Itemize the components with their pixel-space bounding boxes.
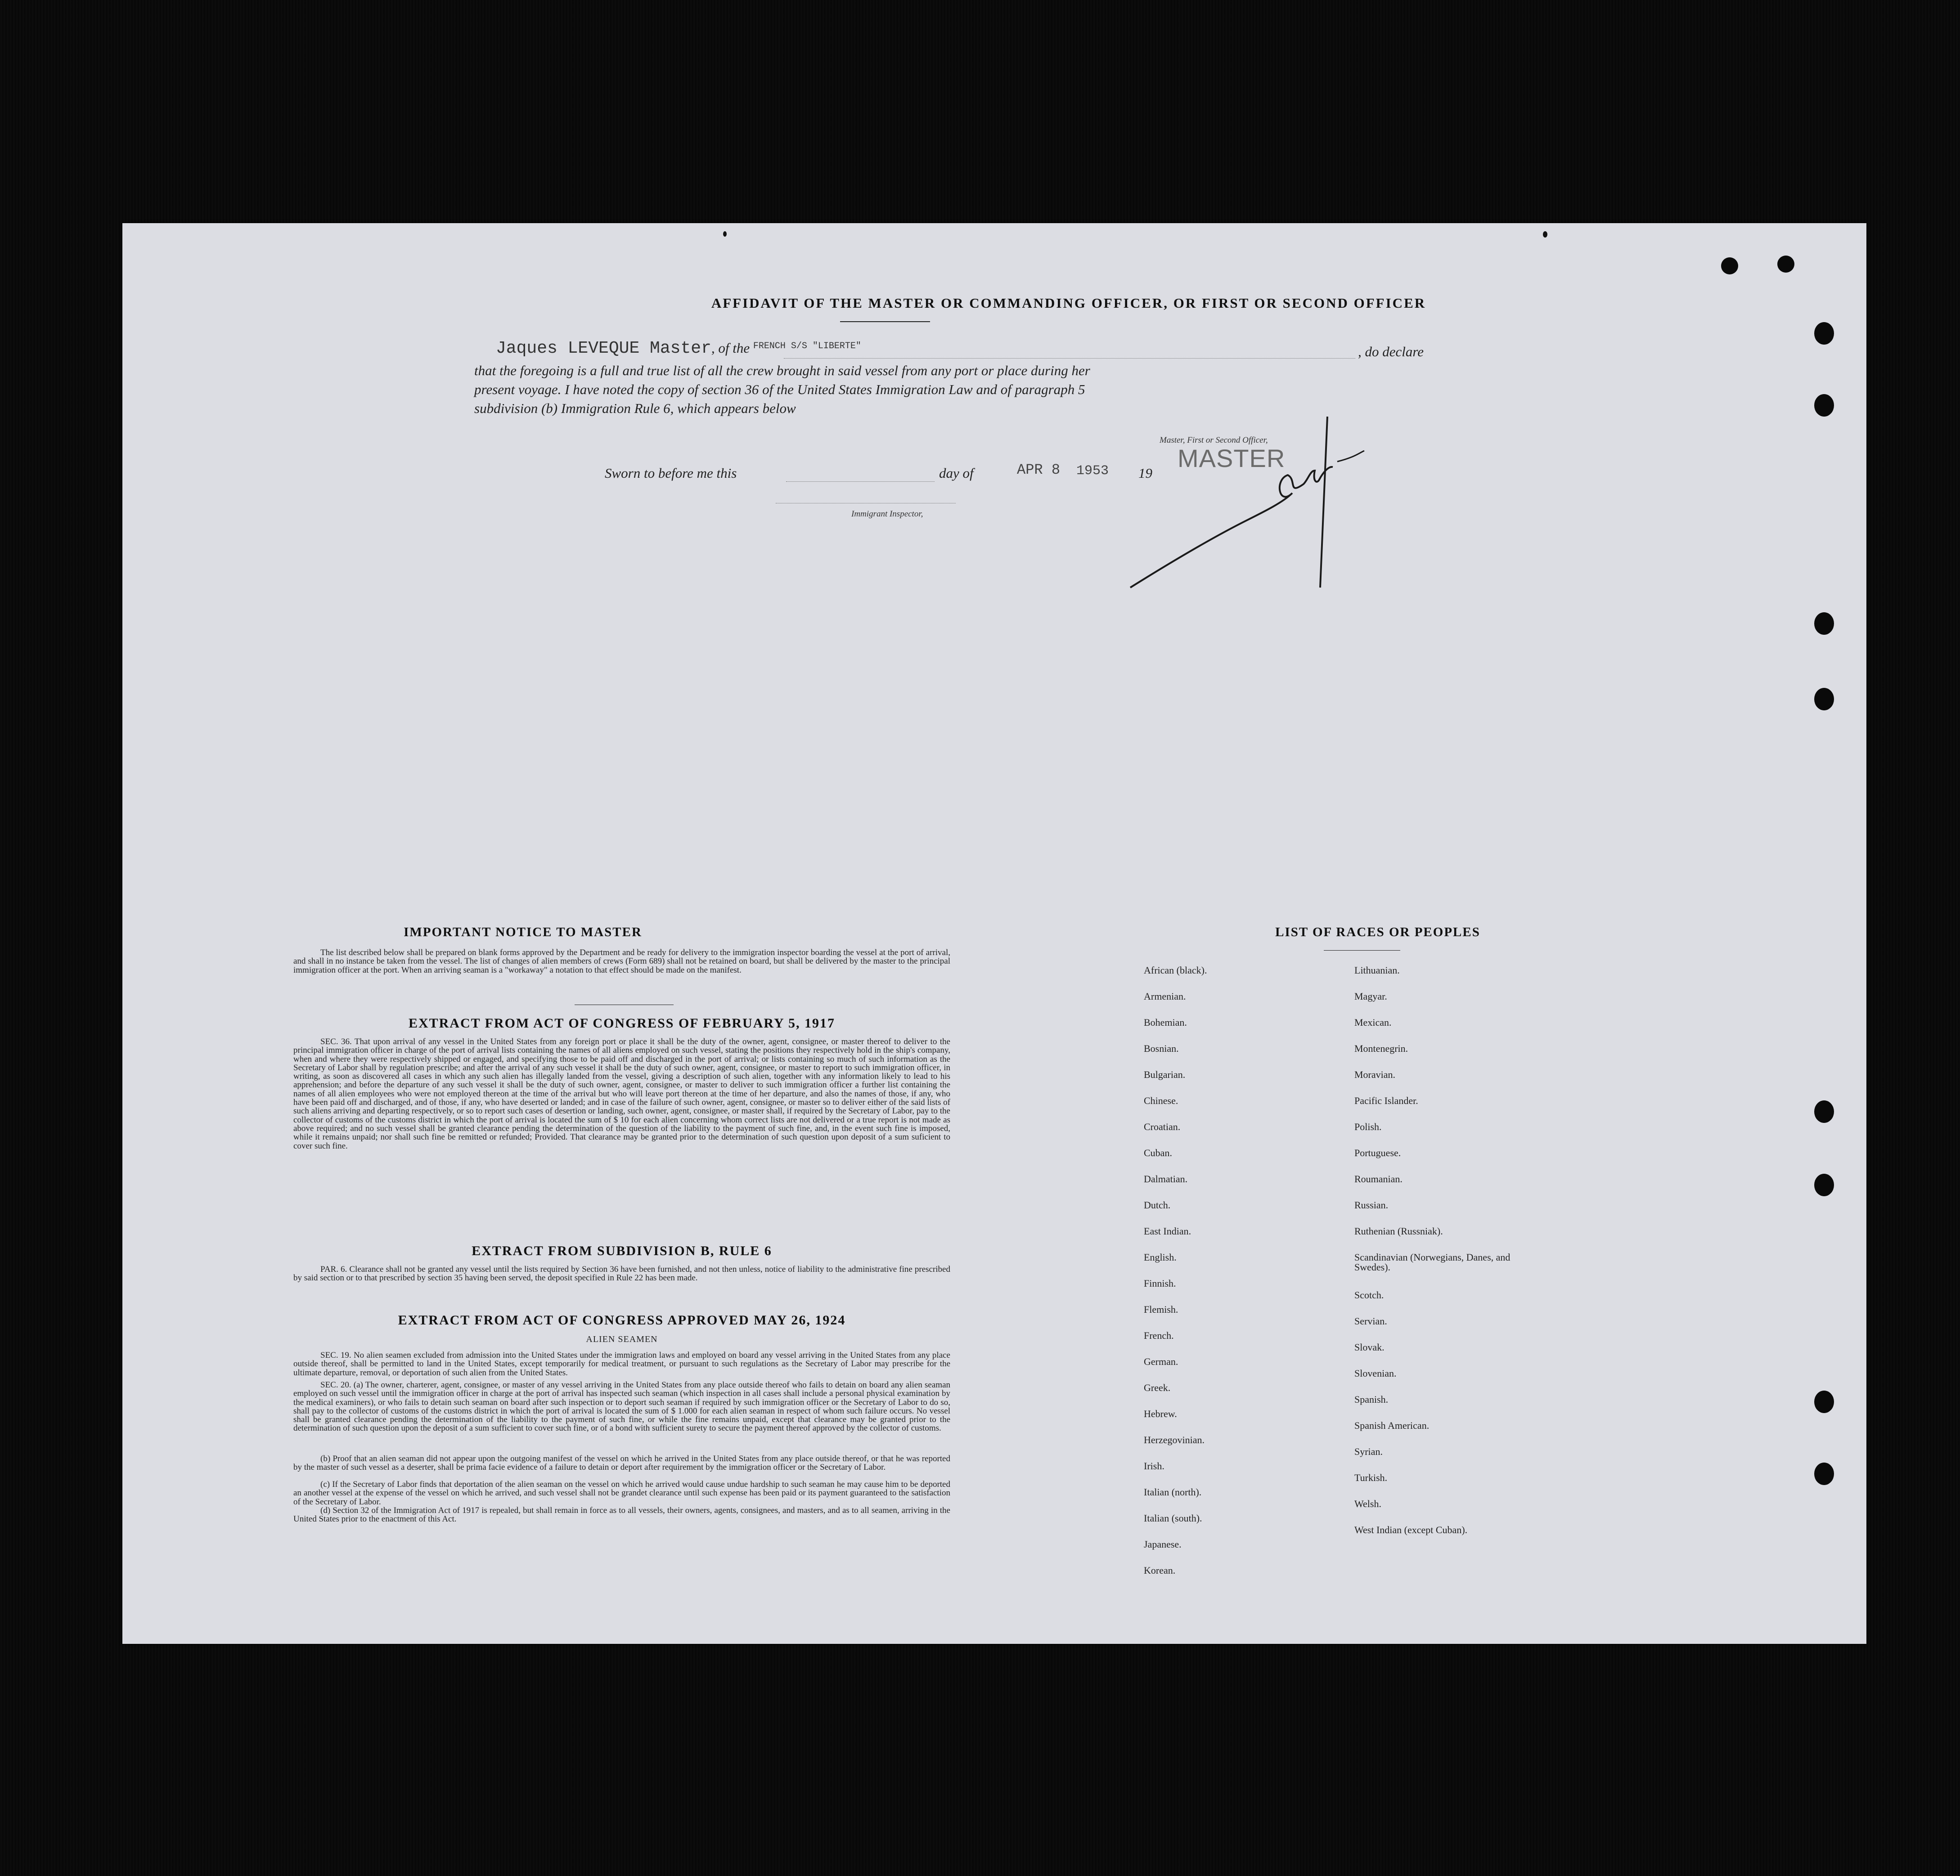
sworn-text: Sworn to before me this (605, 465, 737, 481)
races-title: LIST OF RACES OR PEOPLES (1275, 925, 1480, 939)
race-item: Italian (north). (1144, 1486, 1202, 1498)
punch-hole (1814, 612, 1834, 635)
title-rule (840, 321, 930, 322)
race-item: Korean. (1144, 1565, 1176, 1576)
races-left-column (1144, 965, 1351, 1592)
race-item: Polish. (1354, 1121, 1382, 1132)
punch-hole (1814, 1174, 1834, 1196)
race-item: Dutch. (1144, 1199, 1171, 1211)
notice-body: The list described below shall be prepared on blank forms approved by the Department and be ready for delivery to the immigration inspector boarding the vessel at the port of arrival, and shall in no instance be taken from the vessel. The list of changes of alien members of crews (Form 689) shall not be retained on board, but shall be delivered by the master to the principal immigration officer at the port. When an arriving seaman is a "workaway" a notation to that effect should be made on the manifest. (293, 948, 950, 975)
punch-hole (1814, 394, 1834, 417)
day-of-label: day of (939, 465, 974, 481)
date-stamp: APR 8 (1017, 462, 1061, 478)
races-rule (1324, 950, 1400, 951)
race-item: Mexican. (1354, 1017, 1392, 1028)
rule6-body: PAR. 6. Clearance shall not be granted any vessel until the lists required by Section 36 have been furnished, and not then unless, notice of liability to the administrative fine prescribed by said section or to that prescribed by section 35 having been served, the deposit specified in Rule 22 has been made. (293, 1265, 950, 1283)
race-item: Japanese. (1144, 1539, 1182, 1550)
race-item: Russian. (1354, 1199, 1389, 1211)
rule6-title: EXTRACT FROM SUBDIVISION B, RULE 6 (472, 1243, 772, 1258)
punch-hole (1777, 256, 1794, 273)
affidavit-line-3: present voyage. I have noted the copy of section 36 of the United States Immigration Law and of paragraph 5 (474, 381, 1085, 397)
document-page (122, 223, 1866, 1644)
race-item: Irish. (1144, 1460, 1164, 1472)
race-item: Scandinavian (Norwegians, Danes, and Swedes). (1354, 1252, 1510, 1273)
race-item: Bulgarian. (1144, 1069, 1186, 1080)
race-item: Finnish. (1144, 1278, 1176, 1289)
inspector-caption: Immigrant Inspector, (851, 509, 923, 519)
race-item: Pacific Islander. (1354, 1095, 1418, 1106)
race-item: Dalmatian. (1144, 1173, 1188, 1185)
affidavit-declaration-line (496, 338, 861, 361)
race-item: Magyar. (1354, 991, 1387, 1002)
races-right-column (1354, 965, 1525, 1551)
affidavit-title: AFFIDAVIT OF THE MASTER OR COMMANDING OFFICER, OR FIRST OR SECOND OFFICER (711, 295, 1426, 311)
vessel-blank-line (784, 358, 1355, 359)
race-item: Spanish. (1354, 1394, 1389, 1405)
race-item: Scotch. (1354, 1289, 1384, 1301)
race-item: Welsh. (1354, 1498, 1381, 1509)
race-item: Herzegovinian. (1144, 1434, 1205, 1445)
race-item: Greek. (1144, 1382, 1171, 1393)
of-the-label: , of the (711, 340, 750, 356)
race-item: Servian. (1354, 1315, 1387, 1327)
affidavit-line-2: that the foregoing is a full and true list of all the crew brought in said vessel from any port or place during her (474, 363, 1090, 378)
race-item: Croatian. (1144, 1121, 1181, 1132)
alien-seamen-subtitle: ALIEN SEAMEN (586, 1334, 658, 1344)
speck (723, 231, 727, 237)
race-item: Flemish. (1144, 1304, 1178, 1315)
race-item: French. (1144, 1330, 1174, 1341)
race-item: Chinese. (1144, 1095, 1178, 1106)
sec20c-body: (c) If the Secretary of Labor finds that deportation of the alien seaman on the vessel on which he arrived would cause undue hardship to such seaman he may cause him to be deported an another vessel at the expense of the vessel on which he arrived, and such vessel shall not be grandet clearance until such expense has been paid or its payment guaranteed to the satisfaction of the Secretary of Labor. (293, 1480, 950, 1507)
race-item: Syrian. (1354, 1446, 1383, 1457)
punch-hole (1814, 1100, 1834, 1123)
race-item: English. (1144, 1252, 1177, 1263)
do-declare-label: , do declare (1358, 344, 1424, 359)
punch-hole (1814, 1463, 1834, 1485)
race-item: Lithuanian. (1354, 965, 1400, 976)
race-item: Slovak. (1354, 1342, 1385, 1353)
master-name: Jaques LEVEQUE Master (496, 339, 711, 358)
race-item: East Indian. (1144, 1225, 1191, 1237)
race-item: Roumanian. (1354, 1173, 1403, 1185)
extract-1924-title: EXTRACT FROM ACT OF CONGRESS APPROVED MAY 26, 1924 (398, 1313, 846, 1328)
notice-title: IMPORTANT NOTICE TO MASTER (404, 925, 642, 939)
race-item: German. (1144, 1356, 1178, 1367)
race-item: Moravian. (1354, 1069, 1396, 1080)
punch-hole (1814, 1391, 1834, 1413)
race-item: Ruthenian (Russniak). (1354, 1225, 1443, 1237)
race-item: Portuguese. (1354, 1147, 1401, 1158)
extract-1917-title: EXTRACT FROM ACT OF CONGRESS OF FEBRUARY 5, 1917 (408, 1016, 836, 1031)
race-item: Hebrew. (1144, 1408, 1177, 1419)
sec20a-body: SEC. 20. (a) The owner, charterer, agent, consignee, or master of any vessel arriving in the United States from any place outside thereof who fails to detain on board any alien seaman employed on such vessel until the immigration officer in charge at the port of arrival has inspected such seaman (which inspection in all cases shall include a personal physical examination by the medical examiners), or who fails to detain such seaman on board after such inspection or to deport such seaman if required by such immigration officer or the Secretary of Labor to do so, shall pay to the collector of customs of the customs district in which the port of arrival is located the sum of $ 1.000 for each alien seaman in respect of whom such failure occurs. No vessel shall be granted clearance pending the determination of the liability to the payment of such fine, or while the fine remains unpaid, except that clearance may be granted prior to the determination of such question upon the deposit of a sum sufficient to cover such fine, or of a bond with sufficient surety to secure the payment thereof approved by the collector of customs. (293, 1380, 950, 1433)
sec19-body: SEC. 19. No alien seamen excluded from admission into the United States under the immigration laws and employed on board any vessel arriving in the United States from any place outside thereof, shall be permitted to land in the United States, except temporarily for medical treatment, or pursuant to such regulations as the Secretary of Labor may prescribe for the ultimate departure, removal, or deportation of such alien from the United States. (293, 1351, 950, 1378)
punch-hole (1814, 688, 1834, 710)
race-item: Spanish American. (1354, 1420, 1430, 1431)
year-stamp: 1953 (1076, 463, 1109, 479)
affidavit-line-4: subdivision (b) Immigration Rule 6, which appears below (474, 400, 796, 416)
vessel-name: FRENCH S/S "LIBERTE" (753, 341, 861, 351)
speck (1543, 231, 1547, 238)
punch-hole (1721, 257, 1738, 274)
race-item: Slovenian. (1354, 1368, 1397, 1379)
race-item: Armenian. (1144, 991, 1186, 1002)
race-item: Bosnian. (1144, 1043, 1179, 1054)
race-item: Bohemian. (1144, 1017, 1187, 1028)
race-item: West Indian (except Cuban). (1354, 1524, 1468, 1535)
extract-1917-body: SEC. 36. That upon arrival of any vessel in the United States from any foreign port or place it shall be the duty of the owner, agent, consignee, or master thereof to deliver to the principal immigration officer in charge of the port of arrival lists containing the names of all aliens employed on such vessel, stating the positions they respectively hold in the ship's company, when and where they were respectively shipped or engaged, and specifying those to be paid off and discharged in the port of arrival; or lists containing so much of such information as the Secretary of Labor shall by regulation prescribe; and after the arrival of any such vessel it shall be the duty of such owner, agent, consignee, or master to report to such immigration officer, in writing, as soon as discovered all cases in which any such alien has illegally landed from the vessel, giving a description of such alien, together with any information likely to lead to his apprehension; and before the departure of any such vessel it shall be the duty of such owner, agent, consignee, or master to deliver to such immigration officer a further list containing the names of all alien employees who were not employed thereon at the time of the arrival but who will leave port thereon at the time of her departure, and also the names of those, if any, who have been paid off and discharged, and of those, if any, who have deserted or landed; and in case of the failure of such owner, agent, consignee, or master so to deliver either of the said lists of such aliens arriving and departing respectively, or so to report such cases of desertion or landing, such owner, agent, consignee, or master shall, if required by the Secretary of Labor, pay to the collector of customs of the customs district in which the port of arrival is located the sum of $ 10 for each alien concerning whom correct lists are not delivered or a true report is not made as above required; and no such vessel shall be granted clearance pending the determination of the question of the liability to the payment of such fine, and, in the event such fine is imposed, while it remains unpaid; nor shall such fine be remitted or refunded; Provided. That clearance may be granted prior to the determination of such question upon deposit of a sum suficient to cover such fine. (293, 1037, 950, 1151)
race-item: Montenegrin. (1354, 1043, 1408, 1054)
officer-caption: Master, First or Second Officer, (1160, 435, 1268, 445)
race-item: Italian (south). (1144, 1512, 1202, 1524)
year-prefix: 19 (1138, 465, 1152, 481)
race-item: African (black). (1144, 965, 1207, 976)
master-stamp: MASTER (1178, 444, 1286, 472)
master-signature (1130, 417, 1319, 588)
race-item: Cuban. (1144, 1147, 1172, 1158)
sec20d-body: (d) Section 32 of the Immigration Act of 1917 is repealed, but shall remain in force as to all vessels, their owners, agents, consignees, and masters, and as to all seamen, arriving in the United States prior to the enactment of this Act. (293, 1506, 950, 1524)
punch-hole (1814, 322, 1834, 345)
sec20b-body: (b) Proof that an alien seaman did not appear upon the outgoing manifest of the vessel on which he arrived in the United States from any place outside thereof, or that he was reported by the master of such vessel as a deserter, shall be prima facie evidence of a failure to detain or deport after requirement by the immigration officer or the Secretary of Labor. (293, 1454, 950, 1472)
race-item: Turkish. (1354, 1472, 1388, 1483)
day-blank-line (786, 481, 935, 482)
